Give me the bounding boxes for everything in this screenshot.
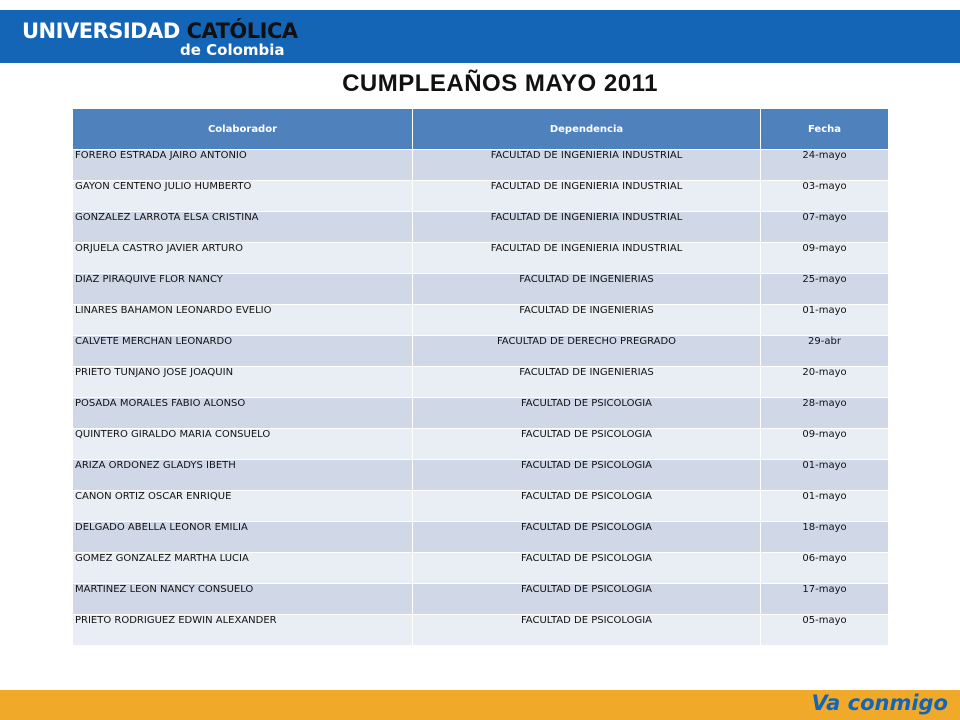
table-row xyxy=(73,212,889,243)
cell-fecha: 03-mayo xyxy=(761,181,889,212)
column-header-fecha: Fecha xyxy=(761,109,889,150)
cell-fecha: 25-mayo xyxy=(761,274,889,305)
cell-dependencia: FACULTAD DE INGENIERIAS xyxy=(413,274,761,305)
logo-word-catolica: CATÓLICA xyxy=(186,19,298,43)
table-row xyxy=(73,336,889,367)
cell-dependencia: FACULTAD DE INGENIERIA INDUSTRIAL xyxy=(413,181,761,212)
logo-word-universidad: UNIVERSIDAD xyxy=(22,19,180,43)
cell-colaborador: GAYON CENTENO JULIO HUMBERTO xyxy=(73,181,413,212)
cell-dependencia: FACULTAD DE INGENIERIA INDUSTRIAL xyxy=(413,150,761,181)
cell-colaborador: MARTINEZ LEON NANCY CONSUELO xyxy=(73,584,413,615)
table-row xyxy=(73,243,889,274)
cell-dependencia: FACULTAD DE INGENIERIAS xyxy=(413,305,761,336)
cell-dependencia: FACULTAD DE PSICOLOGIA xyxy=(413,398,761,429)
cell-dependencia: FACULTAD DE PSICOLOGIA xyxy=(413,584,761,615)
table-row xyxy=(73,305,889,336)
table-row xyxy=(73,150,889,181)
table-body xyxy=(73,150,889,646)
cell-dependencia: FACULTAD DE PSICOLOGIA xyxy=(413,460,761,491)
cell-dependencia: FACULTAD DE INGENIERIA INDUSTRIAL xyxy=(413,212,761,243)
cell-colaborador: POSADA MORALES FABIO ALONSO xyxy=(73,398,413,429)
cell-colaborador: FORERO ESTRADA JAIRO ANTONIO xyxy=(73,150,413,181)
cell-fecha: 01-mayo xyxy=(761,460,889,491)
table-row xyxy=(73,491,889,522)
table-row xyxy=(73,367,889,398)
cell-fecha: 29-abr xyxy=(761,336,889,367)
cell-fecha: 28-mayo xyxy=(761,398,889,429)
cell-dependencia: FACULTAD DE PSICOLOGIA xyxy=(413,553,761,584)
table-row xyxy=(73,429,889,460)
cell-dependencia: FACULTAD DE DERECHO PREGRADO xyxy=(413,336,761,367)
column-header-colaborador: Colaborador xyxy=(73,109,413,150)
cell-dependencia: FACULTAD DE PSICOLOGIA xyxy=(413,491,761,522)
cell-colaborador: GONZALEZ LARROTA ELSA CRISTINA xyxy=(73,212,413,243)
cell-colaborador: PRIETO RODRIGUEZ EDWIN ALEXANDER xyxy=(73,615,413,646)
cell-fecha: 01-mayo xyxy=(761,305,889,336)
cell-fecha: 01-mayo xyxy=(761,491,889,522)
cell-dependencia: FACULTAD DE PSICOLOGIA xyxy=(413,429,761,460)
cell-colaborador: ARIZA ORDOÑEZ GLADYS IBETH xyxy=(73,460,413,491)
cell-dependencia: FACULTAD DE PSICOLOGIA xyxy=(413,615,761,646)
cell-colaborador: CAÑON ORTIZ OSCAR ENRIQUE xyxy=(73,491,413,522)
cell-colaborador: DELGADO ABELLA LEONOR EMILIA xyxy=(73,522,413,553)
cell-dependencia: FACULTAD DE PSICOLOGIA xyxy=(413,522,761,553)
cell-dependencia: FACULTAD DE INGENIERIA INDUSTRIAL xyxy=(413,243,761,274)
cell-colaborador: GOMEZ GONZALEZ MARTHA LUCIA xyxy=(73,553,413,584)
cell-dependencia: FACULTAD DE INGENIERIAS xyxy=(413,367,761,398)
table-row xyxy=(73,615,889,646)
slogan: Va conmigo xyxy=(811,691,948,715)
cell-fecha: 09-mayo xyxy=(761,429,889,460)
cell-colaborador: ORJUELA CASTRO JAVIER ARTURO xyxy=(73,243,413,274)
table-row xyxy=(73,181,889,212)
cell-fecha: 07-mayo xyxy=(761,212,889,243)
cell-colaborador: PRIETO TUNJANO JOSE JOAQUIN xyxy=(73,367,413,398)
cell-fecha: 17-mayo xyxy=(761,584,889,615)
birthdays-table xyxy=(72,108,889,646)
cell-fecha: 20-mayo xyxy=(761,367,889,398)
cell-colaborador: LINARES BAHAMON LEONARDO EVELIO xyxy=(73,305,413,336)
cell-fecha: 24-mayo xyxy=(761,150,889,181)
page-title: CUMPLEAÑOS MAYO 2011 xyxy=(342,70,658,97)
cell-colaborador: QUINTERO GIRALDO MARIA CONSUELO xyxy=(73,429,413,460)
cell-fecha: 09-mayo xyxy=(761,243,889,274)
cell-colaborador: DIAZ PIRAQUIVE FLOR NANCY xyxy=(73,274,413,305)
column-header-dependencia: Dependencia xyxy=(413,109,761,150)
cell-colaborador: CALVETE MERCHÁN LEONARDO xyxy=(73,336,413,367)
cell-fecha: 18-mayo xyxy=(761,522,889,553)
logo-subtitle: de Colombia xyxy=(180,41,285,59)
cell-fecha: 05-mayo xyxy=(761,615,889,646)
table-header-row xyxy=(73,109,889,150)
table-row xyxy=(73,522,889,553)
table-row xyxy=(73,460,889,491)
table-row xyxy=(73,398,889,429)
table-row xyxy=(73,274,889,305)
table-row xyxy=(73,584,889,615)
table-row xyxy=(73,553,889,584)
cell-fecha: 06-mayo xyxy=(761,553,889,584)
